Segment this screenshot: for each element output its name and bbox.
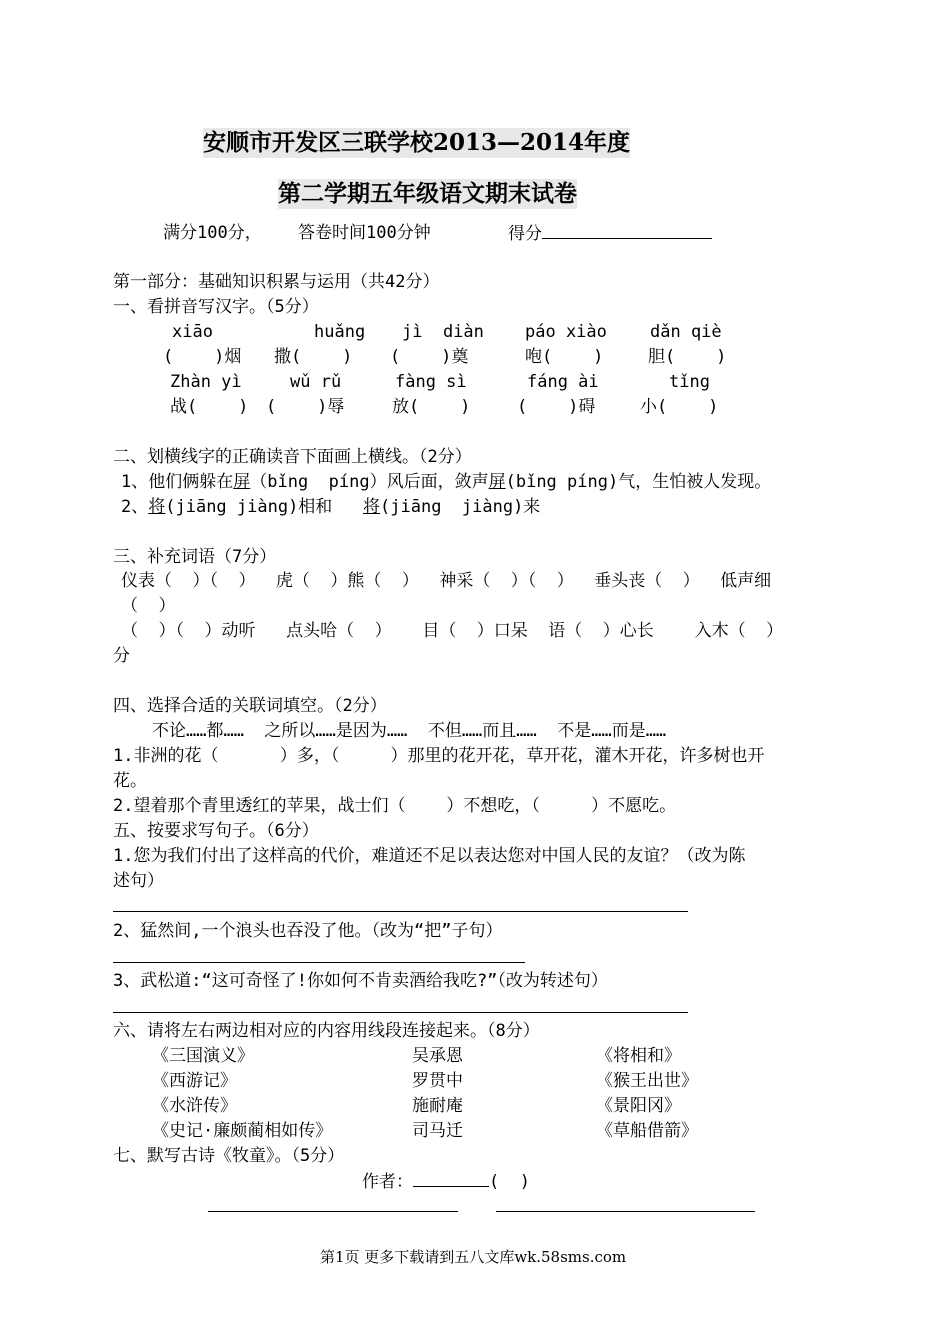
author-field[interactable]	[362, 1170, 530, 1193]
q4-sentence-1-wrap: 花。	[113, 771, 147, 791]
time-text: 答卷时间100分钟	[298, 223, 431, 243]
q1-pinyin: fáng ài	[527, 372, 599, 392]
q5-sentence-3: 3、武松道:“这可奇怪了!你如何不肯卖酒给我吃?”（改为转述句）	[113, 971, 608, 991]
q6-left-item[interactable]: 《水浒传》	[152, 1096, 237, 1116]
q1-pinyin: huǎng	[314, 322, 366, 342]
q6-right-item[interactable]: 《猴王出世》	[596, 1071, 698, 1091]
author-blank[interactable]	[413, 1170, 489, 1187]
poem-answer-line[interactable]	[496, 1211, 755, 1212]
q3-line-1-wrap[interactable]: （ ）	[121, 596, 176, 616]
answer-line[interactable]	[113, 962, 525, 963]
q1-pinyin: wǔ rǔ	[290, 372, 342, 392]
q1-blank[interactable]: ( )辱	[266, 397, 345, 417]
q6-left-item[interactable]: 《西游记》	[152, 1071, 237, 1091]
q1-blank[interactable]: ( )奠	[390, 347, 469, 367]
score-field[interactable]	[508, 222, 712, 245]
q6-right-item[interactable]: 《景阳冈》	[596, 1096, 681, 1116]
q5-heading: 五、按要求写句子。（6分）	[113, 821, 319, 841]
q1-pinyin: jì diàn	[402, 322, 484, 342]
q5-sentence-1: 1.您为我们付出了这样高的代价，难道还不足以表达您对中国人民的友谊？（改为陈	[113, 846, 746, 866]
q2-sentence-2: 2、将(jiāng jiàng)相和 将(jiāng jiàng)来	[121, 497, 541, 517]
q5-sentence-2: 2、猛然间,一个浪头也吞没了他。（改为“把”子句）	[113, 921, 503, 941]
q1-blank[interactable]: 放( )	[392, 397, 471, 417]
q1-pinyin: fàng sì	[395, 372, 467, 392]
answer-line[interactable]	[113, 1012, 688, 1013]
q4-sentence-2[interactable]: 2.望着那个青里透红的苹果，战士们（ ）不想吃，（ ）不愿吃。	[113, 796, 677, 816]
q6-left-item[interactable]: 《三国演义》	[152, 1046, 254, 1066]
q3-line-2[interactable]: （ ）（ ）动听 点头哈（ ） 目（ ）口呆 语（ ）心长 入木（ ）	[121, 621, 784, 641]
q6-middle-item[interactable]: 司马迁	[412, 1121, 463, 1141]
page-footer: 第1页 更多下载请到五八文库wk.58sms.com	[320, 1248, 627, 1266]
q6-right-item[interactable]: 《草船借箭》	[596, 1121, 698, 1141]
q6-right-item[interactable]: 《将相和》	[596, 1046, 681, 1066]
title-line-1: 安顺市开发区三联学校2013—2014年度	[203, 129, 631, 156]
q4-sentence-1[interactable]: 1.非洲的花（ ）多，（ ）那里的花开花，草开花，灌木开花，许多树也开	[113, 746, 765, 766]
q1-pinyin: páo xiào	[525, 322, 607, 342]
q1-pinyin: xiāo	[172, 322, 213, 342]
q3-line-2-wrap: 分	[113, 646, 130, 666]
q6-middle-item[interactable]: 吴承恩	[412, 1046, 463, 1066]
underlined-char: 屏	[488, 472, 506, 492]
q2-heading: 二、划横线字的正确读音下面画上横线。（2分）	[113, 447, 472, 467]
q1-blank[interactable]: 胆( )	[648, 347, 727, 367]
full-score-text: 满分100分，	[163, 223, 262, 243]
q5-sentence-1-wrap: 述句）	[113, 871, 164, 891]
q1-blank[interactable]: 撒( )	[274, 347, 353, 367]
q1-pinyin: Zhàn yì	[170, 372, 242, 392]
underlined-char: 将	[363, 497, 381, 517]
q6-middle-item[interactable]: 罗贯中	[412, 1071, 463, 1091]
q3-heading: 三、补充词语（7分）	[113, 547, 277, 567]
poem-answer-line[interactable]	[208, 1211, 458, 1212]
q6-left-item[interactable]: 《史记·廉颇蔺相如传》	[152, 1121, 333, 1141]
answer-line[interactable]	[113, 911, 688, 912]
q1-blank[interactable]: 咆( )	[525, 347, 604, 367]
q1-blank[interactable]: 小( )	[640, 397, 719, 417]
q1-blank[interactable]: ( )碍	[517, 397, 596, 417]
q1-blank[interactable]: ( )烟	[163, 347, 242, 367]
q6-middle-item[interactable]: 施耐庵	[412, 1096, 463, 1116]
underlined-char: 将	[148, 497, 166, 517]
q1-pinyin: tǐng	[669, 372, 710, 392]
q1-heading: 一、看拼音写汉字。（5分）	[113, 297, 319, 317]
q4-options: 不论……都…… 之所以……是因为…… 不但……而且…… 不是……而是……	[152, 721, 667, 741]
part1-heading: 第一部分：基础知识积累与运用（共42分）	[113, 272, 440, 292]
q6-heading: 六、请将左右两边相对应的内容用线段连接起来。（8分）	[113, 1021, 540, 1041]
q2-sentence-1: 1、他们俩躲在屏（bǐng píng）风后面，敛声屏(bǐng píng)气，生怕被人发现。	[121, 472, 772, 492]
q3-line-1[interactable]: 仪表（ ）（ ） 虎（ ）熊（ ） 神采（ ）（ ） 垂头丧（ ） 低声细	[121, 571, 772, 591]
score-label: 得分	[508, 224, 542, 244]
q7-heading: 七、默写古诗《牧童》。（5分）	[113, 1146, 345, 1166]
underlined-char: 屏	[233, 472, 251, 492]
q4-heading: 四、选择合适的关联词填空。（2分）	[113, 696, 387, 716]
q1-blank[interactable]: 战( )	[170, 397, 249, 417]
title-line-2: 第二学期五年级语文期末试卷	[278, 180, 577, 207]
q1-pinyin: dǎn qiè	[650, 322, 722, 342]
dynasty-blank[interactable]: ( )	[489, 1172, 530, 1192]
score-blank[interactable]	[542, 222, 712, 239]
author-label: 作者：	[362, 1172, 413, 1192]
